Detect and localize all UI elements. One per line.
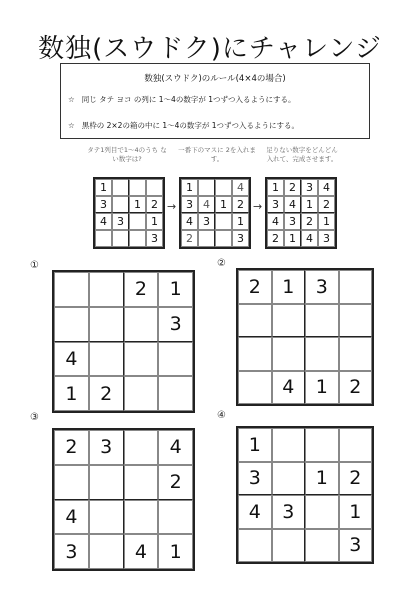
sudoku-cell <box>198 230 215 247</box>
sudoku-cell: 3 <box>146 230 163 247</box>
example-caption: 足りない数字をどんどん 入れて、完成させます。 <box>266 146 338 163</box>
puzzle-label: ① <box>30 260 39 271</box>
sudoku-cell <box>215 179 232 196</box>
rule-text: 同じ タテ ヨコ の列に 1～4の数字が 1つずつ入るようにする。 <box>81 95 296 104</box>
sudoku-cell: 4 <box>54 500 89 535</box>
sudoku-cell: 2 <box>181 230 198 247</box>
rule-row <box>68 120 299 131</box>
sudoku-cell <box>339 428 373 462</box>
sudoku-cell <box>272 428 306 462</box>
sudoku-cell: 1 <box>267 179 284 196</box>
sudoku-cell: 2 <box>146 196 163 213</box>
sudoku-cell: 2 <box>339 371 373 405</box>
sudoku-cell <box>129 230 146 247</box>
sudoku-cell: 2 <box>54 430 89 465</box>
page-title: 数独(スウドク)にチャレンジ <box>38 34 382 64</box>
sudoku-cell: 3 <box>112 213 129 230</box>
rules-heading: 数独(スウドク)のルール(4×4の場合) <box>144 74 286 84</box>
sudoku-cell <box>89 465 124 500</box>
sudoku-cell <box>238 337 272 371</box>
sudoku-cell <box>238 529 272 563</box>
sudoku-cell: 4 <box>238 495 272 529</box>
sudoku-cell: 3 <box>89 430 124 465</box>
sudoku-cell <box>158 500 193 535</box>
sudoku-cell: 3 <box>305 270 339 304</box>
sudoku-cell <box>129 179 146 196</box>
sudoku-cell <box>124 376 159 411</box>
sudoku-cell: 2 <box>89 376 124 411</box>
sudoku-cell: 1 <box>272 270 306 304</box>
sudoku-cell: 2 <box>238 270 272 304</box>
sudoku-cell: 2 <box>301 213 318 230</box>
sudoku-cell: 1 <box>238 428 272 462</box>
sudoku-cell <box>89 534 124 569</box>
sudoku-cell: 4 <box>232 179 249 196</box>
example-caption: 一番下のマスに 2を入れます。 <box>178 146 256 163</box>
sudoku-cell: 2 <box>158 465 193 500</box>
sudoku-cell: 3 <box>272 495 306 529</box>
sudoku-cell <box>89 342 124 377</box>
sudoku-cell: 4 <box>267 213 284 230</box>
sudoku-cell <box>305 529 339 563</box>
sudoku-cell <box>238 304 272 338</box>
sudoku-cell: 4 <box>198 196 215 213</box>
sudoku-cell: 1 <box>284 230 301 247</box>
sudoku-cell: 4 <box>54 342 89 377</box>
sudoku-cell: 3 <box>238 462 272 496</box>
example-grid <box>93 177 165 249</box>
star-icon: ☆ <box>68 95 75 104</box>
sudoku-cell: 1 <box>158 534 193 569</box>
sudoku-cell <box>54 465 89 500</box>
sudoku-cell <box>272 337 306 371</box>
sudoku-cell <box>272 529 306 563</box>
sudoku-cell <box>158 342 193 377</box>
sudoku-cell: 3 <box>54 534 89 569</box>
sudoku-cell: 1 <box>95 179 112 196</box>
puzzle-label: ④ <box>217 410 226 421</box>
sudoku-cell: 1 <box>318 213 335 230</box>
sudoku-cell <box>112 230 129 247</box>
sudoku-cell <box>146 179 163 196</box>
sudoku-cell <box>124 430 159 465</box>
sudoku-cell <box>215 213 232 230</box>
sudoku-cell: 4 <box>272 371 306 405</box>
sudoku-cell: 1 <box>129 196 146 213</box>
sudoku-cell: 2 <box>232 196 249 213</box>
sudoku-cell <box>89 307 124 342</box>
puzzle-label: ② <box>217 258 226 269</box>
sudoku-cell <box>54 272 89 307</box>
sudoku-cell <box>215 230 232 247</box>
arrow-right-icon: → <box>253 200 263 213</box>
sudoku-cell: 2 <box>284 179 301 196</box>
sudoku-cell: 4 <box>284 196 301 213</box>
sudoku-cell: 1 <box>54 376 89 411</box>
sudoku-cell: 2 <box>124 272 159 307</box>
sudoku-cell: 1 <box>146 213 163 230</box>
sudoku-cell <box>339 270 373 304</box>
sudoku-cell <box>54 307 89 342</box>
rules-box <box>60 63 370 139</box>
sudoku-cell: 3 <box>339 529 373 563</box>
sudoku-cell: 2 <box>339 462 373 496</box>
sudoku-cell <box>112 196 129 213</box>
sudoku-cell: 4 <box>124 534 159 569</box>
sudoku-cell: 2 <box>267 230 284 247</box>
sudoku-cell <box>124 342 159 377</box>
sudoku-cell <box>95 230 112 247</box>
sudoku-cell <box>124 500 159 535</box>
sudoku-cell: 1 <box>215 196 232 213</box>
sudoku-cell: 3 <box>198 213 215 230</box>
puzzle-grid <box>52 270 195 413</box>
sudoku-cell: 3 <box>318 230 335 247</box>
puzzle-label: ③ <box>30 412 39 423</box>
sudoku-cell <box>339 304 373 338</box>
sudoku-cell <box>158 376 193 411</box>
sudoku-cell <box>89 500 124 535</box>
sudoku-cell: 1 <box>301 196 318 213</box>
sudoku-cell <box>305 428 339 462</box>
sudoku-cell <box>129 213 146 230</box>
sudoku-cell: 1 <box>181 179 198 196</box>
sudoku-cell <box>198 179 215 196</box>
sudoku-cell <box>89 272 124 307</box>
sudoku-cell: 3 <box>267 196 284 213</box>
sudoku-cell: 1 <box>232 213 249 230</box>
sudoku-cell: 3 <box>95 196 112 213</box>
sudoku-cell <box>238 371 272 405</box>
puzzle-grid <box>236 268 374 406</box>
sudoku-cell: 2 <box>318 196 335 213</box>
sudoku-cell <box>112 179 129 196</box>
sudoku-cell: 4 <box>158 430 193 465</box>
puzzle-grid <box>236 426 374 564</box>
sudoku-cell <box>305 304 339 338</box>
sudoku-cell <box>305 337 339 371</box>
sudoku-cell: 3 <box>301 179 318 196</box>
sudoku-cell: 4 <box>318 179 335 196</box>
example-grid <box>179 177 251 249</box>
sudoku-cell: 1 <box>305 371 339 405</box>
arrow-right-icon: → <box>167 200 177 213</box>
rule-text: 黒枠の 2×2の箱の中に 1～4の数字が 1つずつ入るようにする。 <box>81 121 300 130</box>
rule-row <box>68 94 295 105</box>
sudoku-cell <box>272 462 306 496</box>
example-grid <box>265 177 337 249</box>
sudoku-cell <box>272 304 306 338</box>
sudoku-cell <box>124 307 159 342</box>
sudoku-cell: 4 <box>301 230 318 247</box>
sudoku-cell: 3 <box>284 213 301 230</box>
sudoku-cell <box>124 465 159 500</box>
sudoku-cell <box>339 337 373 371</box>
example-caption: タテ1列目で1～4のうち ない数字は? <box>87 146 167 163</box>
sudoku-cell: 1 <box>158 272 193 307</box>
sudoku-cell: 3 <box>181 196 198 213</box>
sudoku-cell: 1 <box>339 495 373 529</box>
puzzle-grid <box>52 428 195 571</box>
sudoku-cell: 4 <box>181 213 198 230</box>
sudoku-cell <box>305 495 339 529</box>
star-icon: ☆ <box>68 121 75 130</box>
sudoku-cell: 1 <box>305 462 339 496</box>
sudoku-cell: 4 <box>95 213 112 230</box>
sudoku-cell: 3 <box>158 307 193 342</box>
sudoku-cell: 3 <box>232 230 249 247</box>
